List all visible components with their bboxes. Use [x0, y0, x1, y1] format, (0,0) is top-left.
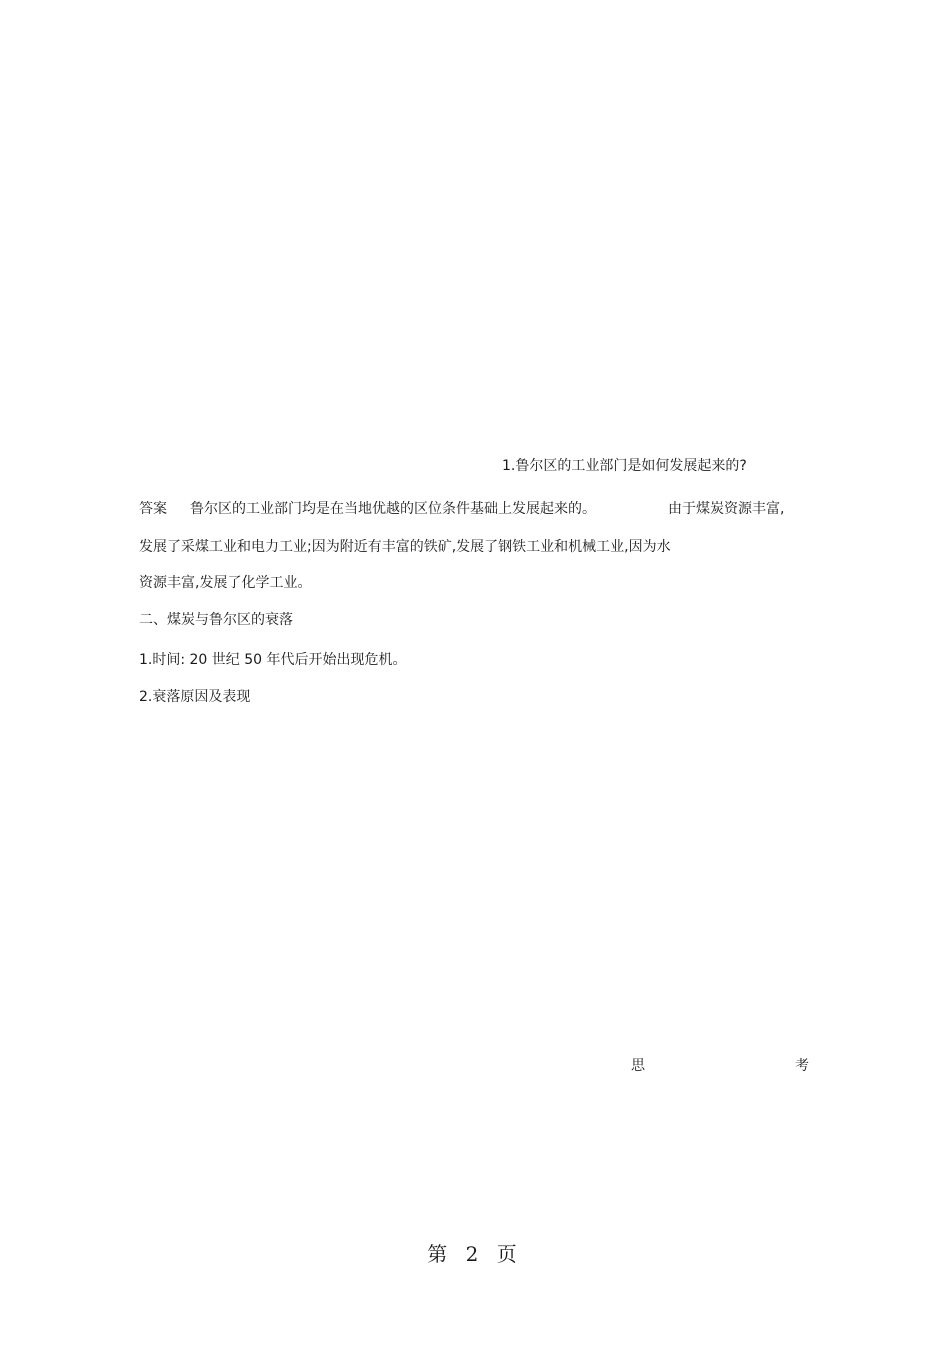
answer-text-part-1: 鲁尔区的工业部门均是在当地优越的区位条件基础上发展起来的。 — [190, 501, 596, 517]
think-label-right: 考 — [795, 1058, 809, 1074]
section-heading: 二、煤炭与鲁尔区的衰落 — [139, 612, 293, 628]
question-text: 1.鲁尔区的工业部门是如何发展起来的? — [502, 458, 747, 474]
answer-line-3: 资源丰富,发展了化学工业。 — [139, 575, 312, 591]
answer-label: 答案 — [139, 501, 167, 517]
answer-line-2: 发展了采煤工业和电力工业;因为附近有丰富的铁矿,发展了钢铁工业和机械工业,因为水 — [139, 539, 671, 555]
think-label-left: 思 — [631, 1058, 645, 1074]
list-item-causes: 2.衰落原因及表现 — [139, 689, 251, 705]
answer-text-part-2: 由于煤炭资源丰富, — [668, 501, 785, 517]
page-number: 第 2 页 — [427, 1242, 523, 1266]
list-item-time: 1.时间: 20 世纪 50 年代后开始出现危机。 — [139, 652, 407, 668]
